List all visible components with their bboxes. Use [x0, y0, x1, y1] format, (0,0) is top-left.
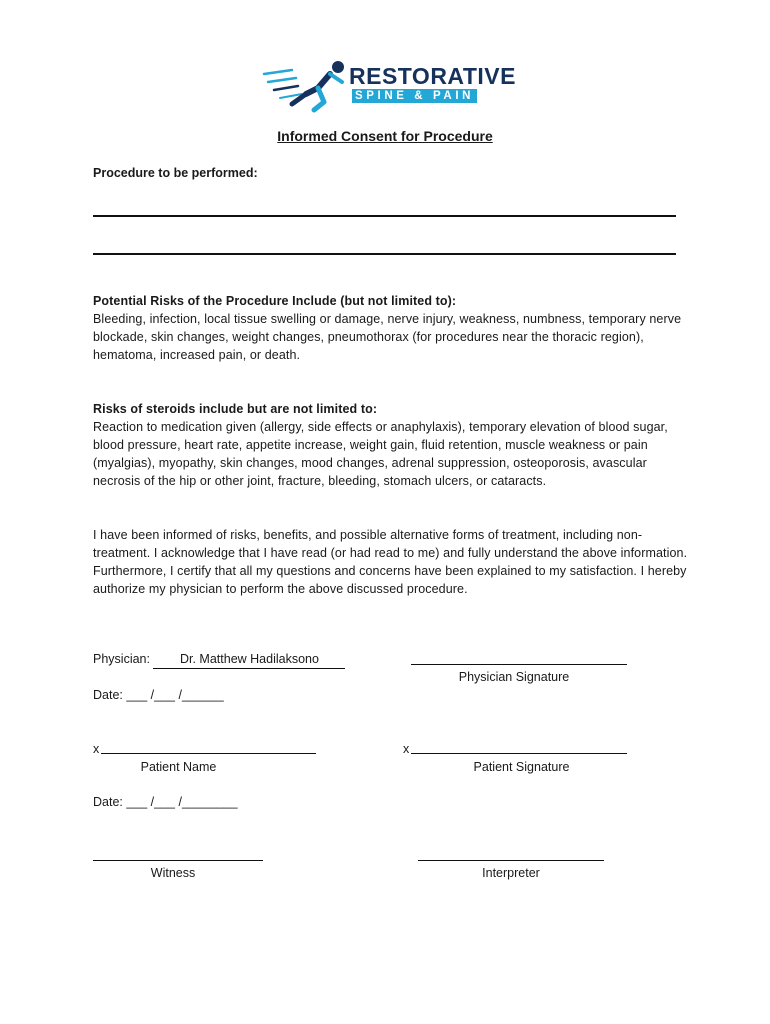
steroids-section — [93, 400, 693, 490]
physician-name-field[interactable]: Dr. Matthew Hadilaksono — [153, 650, 345, 669]
physician-signature-label: Physician Signature — [458, 670, 570, 684]
runner-icon — [262, 58, 352, 114]
patient-name-label: Patient Name — [140, 760, 217, 774]
risks-section — [93, 292, 693, 364]
patient-x-mark: x — [93, 742, 100, 756]
interpreter-label: Interpreter — [482, 866, 540, 880]
patient-signature-line[interactable] — [411, 753, 627, 754]
witness-line[interactable] — [93, 860, 263, 861]
logo-wordmark: RESTORATIVE — [349, 63, 516, 89]
physician-signature-line[interactable] — [411, 664, 627, 665]
risks-body: Bleeding, infection, local tissue swelling or damage, nerve injury, weakness, numbness, temporary nerve blockade, skin changes, weight changes, pneumothorax (for procedures near the thoracic region), hematoma, increased pain, or death. — [93, 312, 682, 362]
patient-name-line[interactable] — [101, 753, 316, 754]
steroids-body: Reaction to medication given (allergy, side effects or anaphylaxis), temporary elevation of blood sugar, blood pressure, heart rate, appetite increase, weight gain, fluid retention, muscle weakness or pain (myalgias), myopathy, skin changes, mood changes, adrenal suppression, osteoporosis, avascular necrosis of the hip or other joint, fracture, bleeding, stomach ulcers, or cataracts. — [93, 420, 668, 488]
interpreter-line[interactable] — [418, 860, 604, 861]
consent-statement: I have been informed of risks, benefits, and possible alternative forms of treatment, including non-treatment. I acknowledge that I have read (or had read to me) and fully understand the above information. Furthermore, I certify that all my questions and concerns have been explained to my satisfaction. I hereby authorize my physician to perform the above discussed procedure. — [93, 528, 688, 596]
witness-label: Witness — [150, 866, 196, 880]
page-title: Informed Consent for Procedure — [277, 128, 493, 144]
risks-heading: Potential Risks of the Procedure Include (but not limited to): — [93, 294, 457, 308]
date-field-1[interactable]: Date: ___ /___ /______ — [93, 688, 224, 702]
steroids-heading: Risks of steroids include but are not limited to: — [93, 402, 378, 416]
physician-row — [93, 650, 345, 669]
logo-tagline: SPINE & PAIN — [352, 89, 477, 103]
procedure-line-2[interactable] — [93, 253, 676, 255]
physician-label: Physician: — [93, 652, 150, 666]
procedure-label: Procedure to be performed: — [93, 166, 258, 180]
patient-signature-label: Patient Signature — [473, 760, 570, 774]
restorative-spine-pain-logo — [262, 58, 516, 114]
date-field-2[interactable]: Date: ___ /___ /________ — [93, 795, 238, 809]
patient-signature-x-mark: x — [403, 742, 410, 756]
procedure-line-1[interactable] — [93, 215, 676, 217]
